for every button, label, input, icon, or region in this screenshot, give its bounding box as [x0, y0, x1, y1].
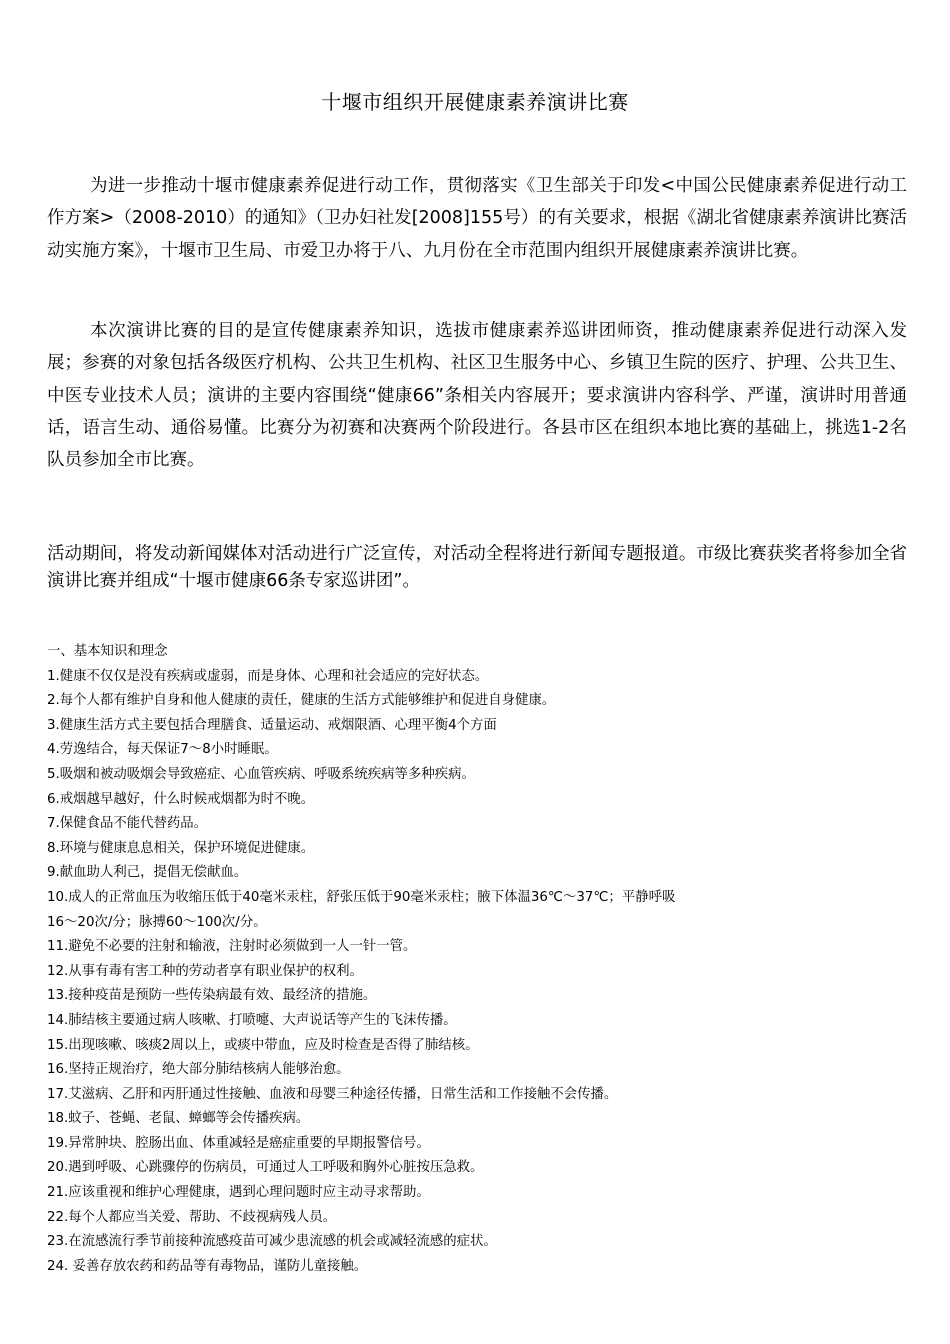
list-item: 17.艾滋病、乙肝和丙肝通过性接触、血液和母婴三种途径传播，日常生活和工作接触不会传播。	[47, 1086, 618, 1102]
list-item: 13.接种疫苗是预防一些传染病最有效、最经济的措施。	[47, 988, 377, 1004]
list-item: 21.应该重视和维护心理健康，遇到心理问题时应主动寻求帮助。	[47, 1185, 430, 1201]
list-item: 18.蚊子、苍蝇、老鼠、蟑螂等会传播疾病。	[47, 1111, 310, 1127]
paragraph-purpose: 本次演讲比赛的目的是宣传健康素养知识，选拔市健康素养巡讲团师资，推动健康素养促进行动深入发展；参赛的对象包括各级医疗机构、公共卫生机构、社区卫生服务中心、乡镇卫生院的医疗、护理、公共卫生、中医专业技术人员；演讲的主要内容围绕“健康66”条相关内容展开；要求演讲内容科学、严谨，演讲时用普通话，语言生动、通俗易懂。比赛分为初赛和决赛两个阶段进行。各县市区在组织本地比赛的基础上，挑选1-2名队员参加全市比赛。	[47, 321, 907, 471]
list-item: 4.劳逸结合，每天保证7～8小时睡眠。	[47, 742, 278, 758]
list-item: 19.异常肿块、腔肠出血、体重减轻是癌症重要的早期报警信号。	[47, 1135, 430, 1151]
list-item: 20.遇到呼吸、心跳骤停的伤病员，可通过人工呼吸和胸外心脏按压急救。	[47, 1160, 484, 1176]
list-item: 8.环境与健康息息相关，保护环境促进健康。	[47, 840, 315, 856]
list-item: 16.坚持正规治疗，绝大部分肺结核病人能够治愈。	[47, 1062, 350, 1078]
list-item: 24. 妥善存放农药和药品等有毒物品，谨防儿童接触。	[47, 1258, 368, 1274]
list-item: 22.每个人都应当关爱、帮助、不歧视病残人员。	[47, 1209, 337, 1225]
list-item: 6.戒烟越早越好，什么时候戒烟都为时不晚。	[47, 791, 315, 807]
list-item: 10.成人的正常血压为收缩压低于40毫米汞柱，舒张压低于90毫米汞柱；腋下体温36℃～37℃；平静呼吸	[47, 889, 676, 905]
knowledge-list	[47, 640, 917, 1279]
list-item: 1.健康不仅仅是没有疾病或虚弱，而是身体、心理和社会适应的完好状态。	[47, 668, 489, 684]
list-item: 9.献血助人利己，提倡无偿献血。	[47, 865, 248, 881]
list-item: 5.吸烟和被动吸烟会导致癌症、心血管疾病、呼吸系统疾病等多种疾病。	[47, 766, 475, 782]
paragraph-publicity: 活动期间，将发动新闻媒体对活动进行广泛宣传，对活动全程将进行新闻专题报道。市级比赛获奖者将参加全省演讲比赛并组成“十堰市健康66条专家巡讲团”。	[47, 544, 907, 591]
document-title: 十堰市组织开展健康素养演讲比赛	[321, 90, 629, 114]
list-item: 11.避免不必要的注射和输液，注射时必须做到一人一针一管。	[47, 939, 417, 955]
section-heading: 一、基本知识和理念	[47, 644, 168, 659]
list-item: 7.保健食品不能代替药品。	[47, 816, 208, 832]
list-item: 23.在流感流行季节前接种流感疫苗可减少患流感的机会或减轻流感的症状。	[47, 1234, 497, 1250]
paragraph-intro: 为进一步推动十堰市健康素养促进行动工作，贯彻落实《卫生部关于印发<中国公民健康素养促进行动工作方案>（2008-2010）的通知》（卫办妇社发[2008]155号）的有关要求，根据《湖北省健康素养演讲比赛活动实施方案》，十堰市卫生局、市爱卫办将于八、九月份在全市范围内组织开展健康素养演讲比赛。	[47, 176, 907, 261]
list-item: 12.从事有毒有害工种的劳动者享有职业保护的权利。	[47, 963, 363, 979]
list-item: 3.健康生活方式主要包括合理膳食、适量运动、戒烟限酒、心理平衡4个方面	[47, 717, 497, 733]
list-item: 14.肺结核主要通过病人咳嗽、打喷嚏、大声说话等产生的飞沫传播。	[47, 1012, 457, 1028]
list-item: 2.每个人都有维护自身和他人健康的责任，健康的生活方式能够维护和促进自身健康。	[47, 693, 556, 709]
list-item-continuation: 16～20次/分；脉搏60～100次/分。	[47, 914, 267, 930]
list-item: 15.出现咳嗽、咳痰2周以上，或痰中带血，应及时检查是否得了肺结核。	[47, 1037, 479, 1053]
